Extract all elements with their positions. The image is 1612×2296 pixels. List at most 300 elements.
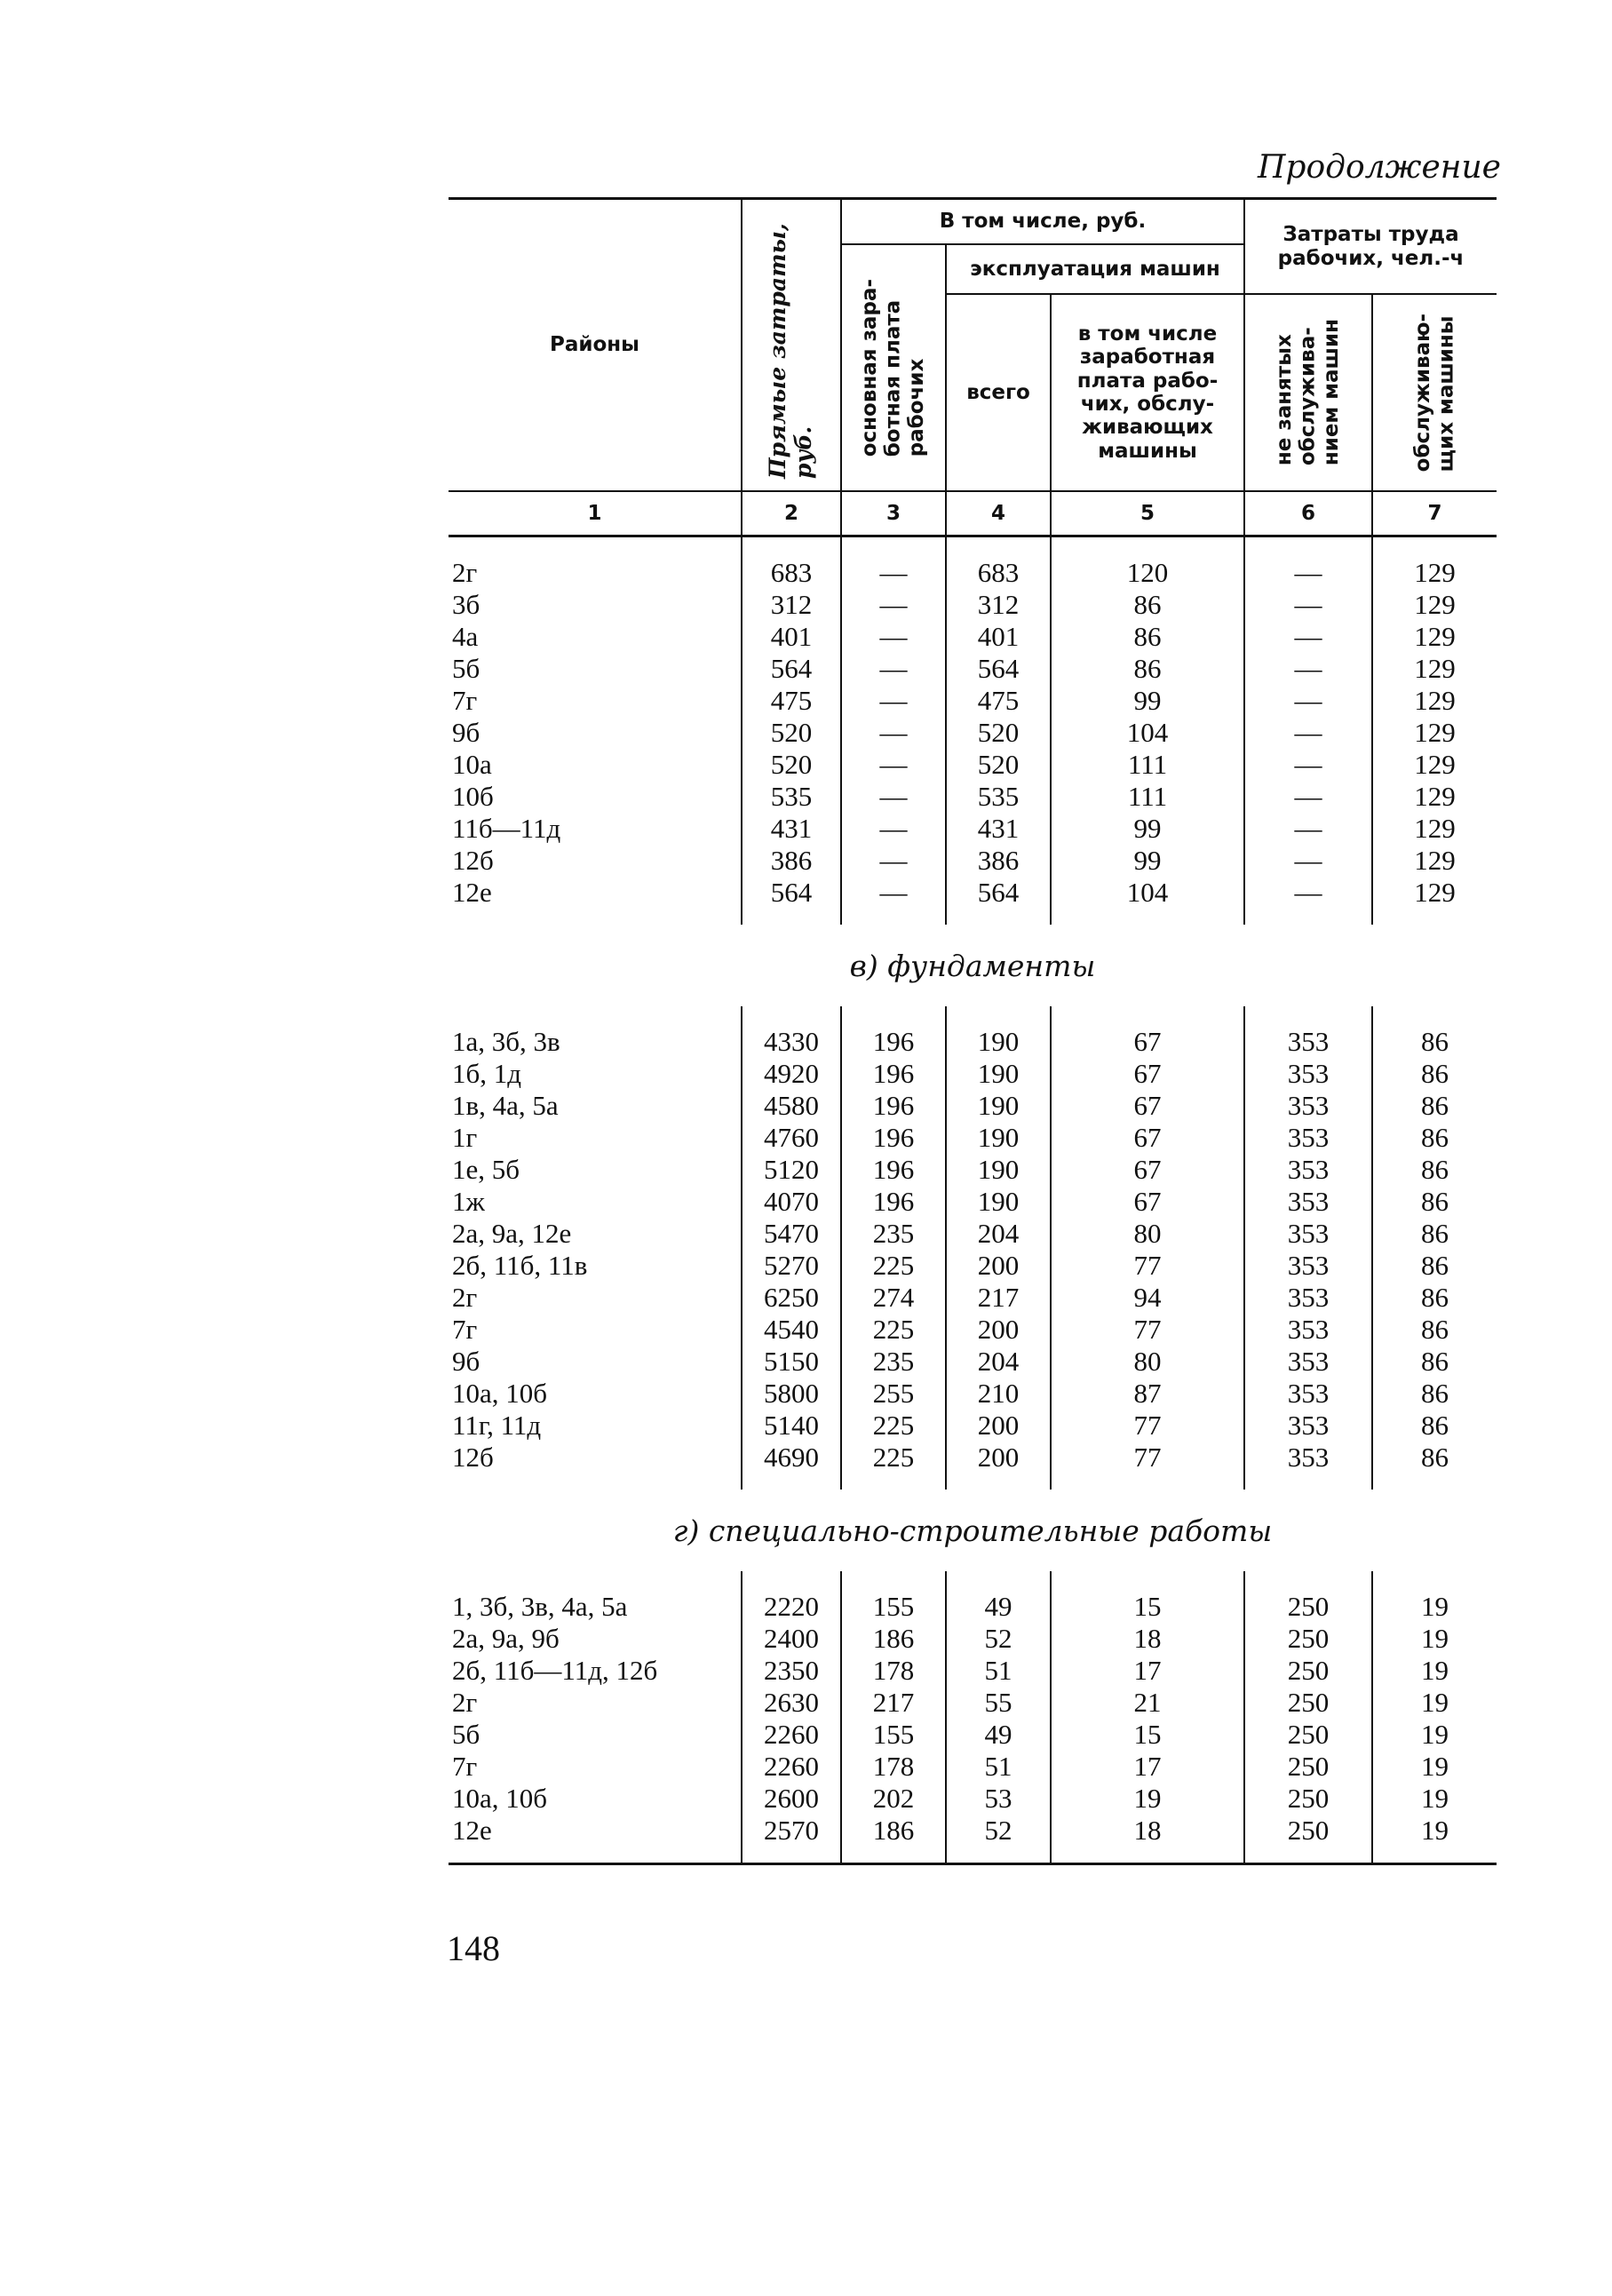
direct-costs-cell: 386 (742, 845, 841, 877)
region-cell: 10а, 10б (452, 1378, 548, 1409)
machines-total-cell: 53 (946, 1783, 1051, 1815)
table-row (449, 845, 1497, 877)
table-row (449, 557, 1497, 589)
table-row (449, 1655, 1497, 1687)
machines-wage-cell: 86 (1051, 589, 1244, 621)
table-row (449, 1346, 1497, 1378)
region-cell: 1г (452, 1122, 478, 1153)
labor-machines-cell: 19 (1372, 1623, 1497, 1655)
direct-costs-cell: 4540 (742, 1314, 841, 1346)
machines-total-cell: 210 (946, 1378, 1051, 1410)
base-wage-cell: 225 (841, 1250, 946, 1282)
labor-machines-cell: 19 (1372, 1591, 1497, 1623)
table-body (449, 536, 1497, 1866)
base-wage-cell: — (841, 685, 946, 717)
labor-machines-cell: 86 (1372, 1090, 1497, 1122)
table-row (449, 1815, 1497, 1847)
labor-not-machines-cell: 353 (1244, 1218, 1372, 1250)
machines-wage-cell: 17 (1051, 1751, 1244, 1783)
machines-total-cell: 535 (946, 781, 1051, 813)
labor-not-machines-cell: — (1244, 813, 1372, 845)
base-wage-cell: 225 (841, 1442, 946, 1474)
labor-not-machines-cell: — (1244, 621, 1372, 653)
direct-costs-cell: 2630 (742, 1687, 841, 1719)
column-number: 4 (946, 491, 1051, 536)
machines-total-cell: 52 (946, 1623, 1051, 1655)
direct-costs-cell: 2220 (742, 1591, 841, 1623)
table-row (449, 1687, 1497, 1719)
labor-machines-cell: 86 (1372, 1282, 1497, 1314)
direct-costs-cell: 401 (742, 621, 841, 653)
labor-machines-cell: 86 (1372, 1346, 1497, 1378)
machines-total-cell: 52 (946, 1815, 1051, 1847)
machines-wage-cell: 19 (1051, 1783, 1244, 1815)
labor-not-machines-cell: 250 (1244, 1815, 1372, 1847)
machines-total-cell: 520 (946, 717, 1051, 749)
base-wage-cell: — (841, 845, 946, 877)
labor-not-machines-cell: 353 (1244, 1186, 1372, 1218)
labor-machines-cell: 86 (1372, 1154, 1497, 1186)
table-row (449, 781, 1497, 813)
direct-costs-cell: 4330 (742, 1026, 841, 1058)
header-group-machines: эксплуатация машин (946, 244, 1244, 294)
region-cell: 1в, 4а, 5а (452, 1090, 559, 1121)
region-cell: 12б (452, 845, 494, 876)
base-wage-cell: 255 (841, 1378, 946, 1410)
region-cell: 7г (452, 1751, 478, 1782)
header-labor-not-machines (1244, 294, 1372, 491)
column-numbers-row (449, 491, 1497, 536)
table-row (449, 1154, 1497, 1186)
region-cell: 9б (452, 717, 480, 748)
base-wage-cell: — (841, 781, 946, 813)
machines-wage-cell: 17 (1051, 1655, 1244, 1687)
machines-wage-cell: 111 (1051, 749, 1244, 781)
direct-costs-cell: 2600 (742, 1783, 841, 1815)
base-wage-cell: 196 (841, 1186, 946, 1218)
table-bottom-rule (449, 1864, 1497, 1866)
region-cell: 2а, 9а, 9б (452, 1623, 560, 1654)
region-cell: 7г (452, 685, 478, 716)
region-cell: 2г (452, 1687, 478, 1718)
labor-machines-cell: 86 (1372, 1442, 1497, 1474)
machines-wage-cell: 99 (1051, 845, 1244, 877)
machines-total-cell: 475 (946, 685, 1051, 717)
table-row (449, 1186, 1497, 1218)
machines-wage-cell: 99 (1051, 685, 1244, 717)
base-wage-cell: 178 (841, 1655, 946, 1687)
region-cell: 10а (452, 749, 492, 780)
table-row (449, 653, 1497, 685)
base-wage-cell: — (841, 877, 946, 909)
region-cell: 1е, 5б (452, 1154, 520, 1185)
machines-wage-cell: 18 (1051, 1623, 1244, 1655)
labor-machines-cell: 129 (1372, 845, 1497, 877)
machines-wage-cell: 67 (1051, 1122, 1244, 1154)
machines-wage-cell: 67 (1051, 1154, 1244, 1186)
direct-costs-cell: 5120 (742, 1154, 841, 1186)
region-cell: 2б, 11б, 11в (452, 1250, 588, 1281)
labor-machines-cell: 19 (1372, 1655, 1497, 1687)
direct-costs-cell: 5270 (742, 1250, 841, 1282)
machines-total-cell: 200 (946, 1314, 1051, 1346)
machines-total-cell: 312 (946, 589, 1051, 621)
table-row (449, 1591, 1497, 1623)
labor-machines-cell: 86 (1372, 1122, 1497, 1154)
direct-costs-cell: 475 (742, 685, 841, 717)
machines-total-cell: 431 (946, 813, 1051, 845)
column-number: 1 (449, 491, 742, 536)
header-base-wage (841, 244, 946, 491)
machines-total-cell: 520 (946, 749, 1051, 781)
labor-machines-cell: 129 (1372, 749, 1497, 781)
table-row (449, 1058, 1497, 1090)
base-wage-cell: 155 (841, 1719, 946, 1751)
base-wage-cell: 196 (841, 1154, 946, 1186)
spacer-row (449, 1847, 1497, 1864)
base-wage-cell: 196 (841, 1122, 946, 1154)
labor-machines-cell: 129 (1372, 621, 1497, 653)
labor-machines-cell: 129 (1372, 877, 1497, 909)
labor-machines-cell: 129 (1372, 813, 1497, 845)
table-row (449, 1783, 1497, 1815)
labor-not-machines-cell: — (1244, 749, 1372, 781)
machines-wage-cell: 77 (1051, 1442, 1244, 1474)
labor-not-machines-cell: 353 (1244, 1250, 1372, 1282)
machines-total-cell: 51 (946, 1655, 1051, 1687)
table-row (449, 1623, 1497, 1655)
table-row (449, 685, 1497, 717)
base-wage-cell: 186 (841, 1623, 946, 1655)
machines-total-cell: 190 (946, 1058, 1051, 1090)
machines-wage-cell: 104 (1051, 877, 1244, 909)
header-labor-not-machines-text: не занятых обслужива- нием машин (1273, 319, 1344, 466)
direct-costs-cell: 5470 (742, 1218, 841, 1250)
labor-not-machines-cell: 250 (1244, 1783, 1372, 1815)
direct-costs-cell: 2350 (742, 1655, 841, 1687)
labor-machines-cell: 129 (1372, 653, 1497, 685)
machines-total-cell: 49 (946, 1591, 1051, 1623)
base-wage-cell: 225 (841, 1314, 946, 1346)
column-number: 3 (841, 491, 946, 536)
machines-total-cell: 564 (946, 653, 1051, 685)
table-row (449, 1282, 1497, 1314)
spacer-row (449, 1474, 1497, 1490)
header-base-wage-text: основная зара- ботная плата рабочих (858, 278, 929, 457)
section-title-row (449, 1490, 1497, 1571)
labor-not-machines-cell: — (1244, 877, 1372, 909)
labor-not-machines-cell: — (1244, 557, 1372, 589)
region-cell: 10а, 10б (452, 1783, 548, 1814)
table-row (449, 1250, 1497, 1282)
table-row (449, 589, 1497, 621)
machines-wage-cell: 67 (1051, 1090, 1244, 1122)
region-cell: 9б (452, 1346, 480, 1377)
labor-machines-cell: 129 (1372, 717, 1497, 749)
direct-costs-cell: 4580 (742, 1090, 841, 1122)
labor-machines-cell: 86 (1372, 1058, 1497, 1090)
labor-not-machines-cell: — (1244, 781, 1372, 813)
table-row (449, 1314, 1497, 1346)
machines-total-cell: 204 (946, 1218, 1051, 1250)
table-row (449, 1090, 1497, 1122)
base-wage-cell: 217 (841, 1687, 946, 1719)
machines-total-cell: 49 (946, 1719, 1051, 1751)
labor-not-machines-cell: — (1244, 717, 1372, 749)
labor-machines-cell: 86 (1372, 1026, 1497, 1058)
direct-costs-cell: 564 (742, 653, 841, 685)
table-row (449, 1218, 1497, 1250)
base-wage-cell: — (841, 813, 946, 845)
machines-wage-cell: 111 (1051, 781, 1244, 813)
table-row (449, 877, 1497, 909)
table-row (449, 1026, 1497, 1058)
section-title-row (449, 925, 1497, 1006)
labor-not-machines-cell: — (1244, 845, 1372, 877)
continued-label: Продолжение (1258, 149, 1501, 186)
header-direct-costs (742, 200, 841, 491)
column-number: 2 (742, 491, 841, 536)
machines-wage-cell: 15 (1051, 1719, 1244, 1751)
machines-wage-cell: 77 (1051, 1250, 1244, 1282)
labor-not-machines-cell: 353 (1244, 1058, 1372, 1090)
labor-machines-cell: 86 (1372, 1218, 1497, 1250)
direct-costs-cell: 4070 (742, 1186, 841, 1218)
table-row (449, 1719, 1497, 1751)
labor-machines-cell: 129 (1372, 589, 1497, 621)
machines-wage-cell: 15 (1051, 1591, 1244, 1623)
region-cell: 2б, 11б—11д, 12б (452, 1655, 658, 1686)
base-wage-cell: — (841, 653, 946, 685)
machines-total-cell: 386 (946, 845, 1051, 877)
machines-total-cell: 200 (946, 1442, 1051, 1474)
machines-wage-cell: 94 (1051, 1282, 1244, 1314)
labor-not-machines-cell: 250 (1244, 1719, 1372, 1751)
labor-not-machines-cell: 353 (1244, 1442, 1372, 1474)
region-cell: 1ж (452, 1186, 485, 1217)
base-wage-cell: 235 (841, 1218, 946, 1250)
direct-costs-cell: 2570 (742, 1815, 841, 1847)
table-row (449, 1410, 1497, 1442)
labor-machines-cell: 19 (1372, 1783, 1497, 1815)
direct-costs-cell: 6250 (742, 1282, 841, 1314)
base-wage-cell: 178 (841, 1751, 946, 1783)
labor-not-machines-cell: 353 (1244, 1346, 1372, 1378)
base-wage-cell: — (841, 589, 946, 621)
header-regions: Районы (449, 200, 742, 491)
labor-not-machines-cell: 250 (1244, 1623, 1372, 1655)
labor-not-machines-cell: 353 (1244, 1314, 1372, 1346)
labor-machines-cell: 19 (1372, 1751, 1497, 1783)
machines-total-cell: 190 (946, 1154, 1051, 1186)
machines-wage-cell: 67 (1051, 1026, 1244, 1058)
region-cell: 12б (452, 1442, 494, 1473)
machines-wage-cell: 21 (1051, 1687, 1244, 1719)
table-row (449, 1122, 1497, 1154)
direct-costs-cell: 5150 (742, 1346, 841, 1378)
table-row (449, 1378, 1497, 1410)
table-row (449, 749, 1497, 781)
machines-total-cell: 190 (946, 1090, 1051, 1122)
table-row (449, 813, 1497, 845)
region-cell: 5б (452, 1719, 480, 1750)
base-wage-cell: 186 (841, 1815, 946, 1847)
machines-wage-cell: 77 (1051, 1314, 1244, 1346)
labor-not-machines-cell: — (1244, 653, 1372, 685)
base-wage-cell: 235 (841, 1346, 946, 1378)
header-labor-machines-text: обслуживаю- щих машины (1411, 313, 1458, 473)
region-cell: 11г, 11д (452, 1410, 542, 1441)
direct-costs-cell: 4920 (742, 1058, 841, 1090)
region-cell: 2г (452, 1282, 478, 1313)
labor-machines-cell: 86 (1372, 1410, 1497, 1442)
machines-total-cell: 217 (946, 1282, 1051, 1314)
direct-costs-cell: 4760 (742, 1122, 841, 1154)
header-machines-wage: в том числе заработная плата рабо- чих, обслу- живающих машины (1051, 294, 1244, 491)
direct-costs-cell: 431 (742, 813, 841, 845)
labor-not-machines-cell: 250 (1244, 1751, 1372, 1783)
region-cell: 1б, 1д (452, 1058, 522, 1089)
machines-total-cell: 401 (946, 621, 1051, 653)
labor-not-machines-cell: — (1244, 589, 1372, 621)
cost-table (449, 197, 1497, 1865)
machines-total-cell: 51 (946, 1751, 1051, 1783)
base-wage-cell: 274 (841, 1282, 946, 1314)
labor-not-machines-cell: 353 (1244, 1282, 1372, 1314)
direct-costs-cell: 5140 (742, 1410, 841, 1442)
base-wage-cell: — (841, 621, 946, 653)
direct-costs-cell: 5800 (742, 1378, 841, 1410)
machines-wage-cell: 67 (1051, 1058, 1244, 1090)
labor-machines-cell: 86 (1372, 1250, 1497, 1282)
column-number: 7 (1372, 491, 1497, 536)
machines-wage-cell: 77 (1051, 1410, 1244, 1442)
region-cell: 4а (452, 621, 479, 652)
column-number: 6 (1244, 491, 1372, 536)
machines-wage-cell: 99 (1051, 813, 1244, 845)
labor-not-machines-cell: 250 (1244, 1687, 1372, 1719)
header-group-including: В том числе, руб. (841, 200, 1244, 244)
region-cell: 2а, 9а, 12е (452, 1218, 572, 1249)
machines-total-cell: 190 (946, 1026, 1051, 1058)
section-title: г) специально-строительные работы (672, 1513, 1273, 1548)
header-machines-total: всего (946, 294, 1051, 491)
machines-wage-cell: 86 (1051, 621, 1244, 653)
region-cell: 12е (452, 877, 492, 908)
region-cell: 3б (452, 589, 480, 620)
spacer-row (449, 909, 1497, 925)
machines-wage-cell: 18 (1051, 1815, 1244, 1847)
labor-not-machines-cell: 353 (1244, 1122, 1372, 1154)
base-wage-cell: 196 (841, 1090, 946, 1122)
region-cell: 12е (452, 1815, 492, 1846)
labor-machines-cell: 19 (1372, 1719, 1497, 1751)
region-cell: 2г (452, 557, 478, 588)
table-header (449, 199, 1497, 536)
machines-wage-cell: 80 (1051, 1218, 1244, 1250)
region-cell: 1, 3б, 3в, 4а, 5а (452, 1591, 628, 1622)
machines-wage-cell: 86 (1051, 653, 1244, 685)
labor-not-machines-cell: 353 (1244, 1410, 1372, 1442)
page-number: 148 (447, 1928, 500, 1968)
base-wage-cell: — (841, 749, 946, 781)
labor-machines-cell: 129 (1372, 557, 1497, 589)
direct-costs-cell: 564 (742, 877, 841, 909)
region-cell: 1а, 3б, 3в (452, 1026, 560, 1057)
direct-costs-cell: 312 (742, 589, 841, 621)
labor-machines-cell: 129 (1372, 781, 1497, 813)
direct-costs-cell: 520 (742, 749, 841, 781)
labor-machines-cell: 86 (1372, 1186, 1497, 1218)
header-labor-machines (1372, 294, 1497, 491)
labor-not-machines-cell: 250 (1244, 1655, 1372, 1687)
direct-costs-cell: 2260 (742, 1719, 841, 1751)
base-wage-cell: 155 (841, 1591, 946, 1623)
section-title: в) фундаменты (849, 948, 1096, 983)
machines-wage-cell: 67 (1051, 1186, 1244, 1218)
direct-costs-cell: 2400 (742, 1623, 841, 1655)
labor-not-machines-cell: 353 (1244, 1090, 1372, 1122)
machines-total-cell: 55 (946, 1687, 1051, 1719)
base-wage-cell: 196 (841, 1026, 946, 1058)
region-cell: 10б (452, 781, 494, 812)
table-row (449, 621, 1497, 653)
header-direct-costs-text: Прямые затраты, руб. (765, 222, 816, 479)
labor-machines-cell: 129 (1372, 685, 1497, 717)
base-wage-cell: 225 (841, 1410, 946, 1442)
machines-total-cell: 200 (946, 1250, 1051, 1282)
machines-wage-cell: 87 (1051, 1378, 1244, 1410)
direct-costs-cell: 520 (742, 717, 841, 749)
direct-costs-cell: 4690 (742, 1442, 841, 1474)
machines-total-cell: 204 (946, 1346, 1051, 1378)
base-wage-cell: 196 (841, 1058, 946, 1090)
machines-wage-cell: 104 (1051, 717, 1244, 749)
column-number: 5 (1051, 491, 1244, 536)
labor-machines-cell: 86 (1372, 1314, 1497, 1346)
base-wage-cell: — (841, 557, 946, 589)
region-cell: 7г (452, 1314, 478, 1345)
machines-total-cell: 190 (946, 1122, 1051, 1154)
table-row (449, 717, 1497, 749)
labor-not-machines-cell: 353 (1244, 1026, 1372, 1058)
table-row (449, 1442, 1497, 1474)
machines-wage-cell: 80 (1051, 1346, 1244, 1378)
direct-costs-cell: 2260 (742, 1751, 841, 1783)
machines-wage-cell: 120 (1051, 557, 1244, 589)
spacer-row (449, 1571, 1497, 1591)
labor-not-machines-cell: 353 (1244, 1378, 1372, 1410)
machines-total-cell: 200 (946, 1410, 1051, 1442)
machines-total-cell: 683 (946, 557, 1051, 589)
labor-not-machines-cell: — (1244, 685, 1372, 717)
base-wage-cell: — (841, 717, 946, 749)
direct-costs-cell: 535 (742, 781, 841, 813)
direct-costs-cell: 683 (742, 557, 841, 589)
machines-total-cell: 190 (946, 1186, 1051, 1218)
base-wage-cell: 202 (841, 1783, 946, 1815)
region-cell: 11б—11д (452, 813, 561, 844)
spacer-row (449, 1006, 1497, 1026)
region-cell: 5б (452, 653, 480, 684)
labor-not-machines-cell: 250 (1244, 1591, 1372, 1623)
spacer-row (449, 536, 1497, 558)
labor-machines-cell: 19 (1372, 1687, 1497, 1719)
machines-total-cell: 564 (946, 877, 1051, 909)
labor-not-machines-cell: 353 (1244, 1154, 1372, 1186)
labor-machines-cell: 86 (1372, 1378, 1497, 1410)
table-row (449, 1751, 1497, 1783)
